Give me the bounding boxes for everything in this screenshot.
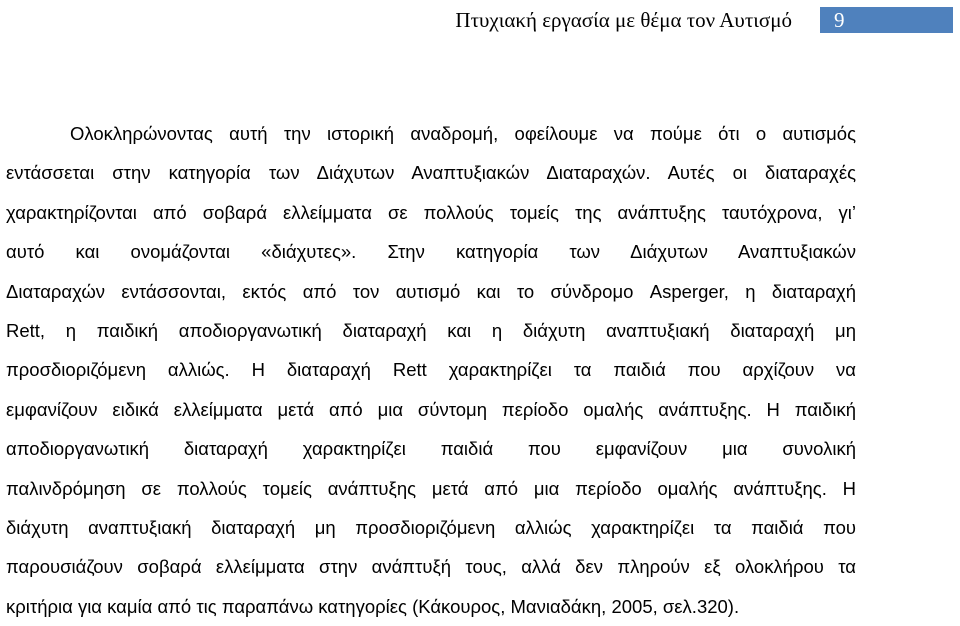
text-line: προσδιοριζόμενη αλλιώς. Η διαταραχή Rett χαρακτηρίζει τα παιδιά που αρχίζουν να — [6, 359, 856, 381]
text-line: παλινδρόμηση σε πολλούς τομείς ανάπτυξης μετά από μια περίοδο ομαλής ανάπτυξης. Η — [6, 477, 856, 499]
text-line: Rett, η παιδική αποδιοργανωτική διαταραχή και η διάχυτη αναπτυξιακή διαταραχή μη — [6, 319, 856, 341]
body-paragraph — [6, 114, 856, 626]
text-line: διάχυτη αναπτυξιακή διαταραχή μη προσδιοριζόμενη αλλιώς χαρακτηρίζει τα παιδιά που — [6, 516, 856, 538]
text-line: εντάσσεται στην κατηγορία των Διάχυτων Αναπτυξιακών Διαταραχών. Αυτές οι διαταραχές — [6, 162, 856, 184]
text-line: Διαταραχών εντάσσονται, εκτός από τον αυτισμό και το σύνδρομο Asperger, η διαταραχή — [6, 280, 856, 302]
text-line: εμφανίζουν ειδικά ελλείμματα μετά από μια σύντομη περίοδο ομαλής ανάπτυξης. Η παιδική — [6, 398, 856, 420]
text-line: αυτό και ονομάζονται «διάχυτες». Στην κατηγορία των Διάχυτων Αναπτυξιακών — [6, 241, 856, 263]
header-title: Πτυχιακή εργασία με θέμα τον Αυτισμό — [455, 8, 792, 32]
text-line: χαρακτηρίζονται από σοβαρά ελλείμματα σε πολλούς τομείς της ανάπτυξης ταυτόχρονα, γι’ — [6, 201, 856, 223]
text-line: Ολοκληρώνοντας αυτή την ιστορική αναδρομή, οφείλουμε να πούμε ότι ο αυτισμός — [70, 123, 856, 144]
page-header — [0, 7, 960, 33]
page-number: 9 — [834, 8, 845, 32]
text-line: κριτήρια για καμία από τις παραπάνω κατηγορίες (Κάκουρος, Μανιαδάκη, 2005, σελ.320). — [6, 595, 740, 617]
text-line: παρουσιάζουν σοβαρά ελλείμματα στην ανάπτυξή τους, αλλά δεν πληρούν εξ ολοκλήρου τα — [6, 556, 856, 578]
text-line: αποδιοργανωτική διαταραχή χαρακτηρίζει παιδιά που εμφανίζουν μια συνολική — [6, 438, 856, 460]
page-number-box — [820, 7, 953, 33]
